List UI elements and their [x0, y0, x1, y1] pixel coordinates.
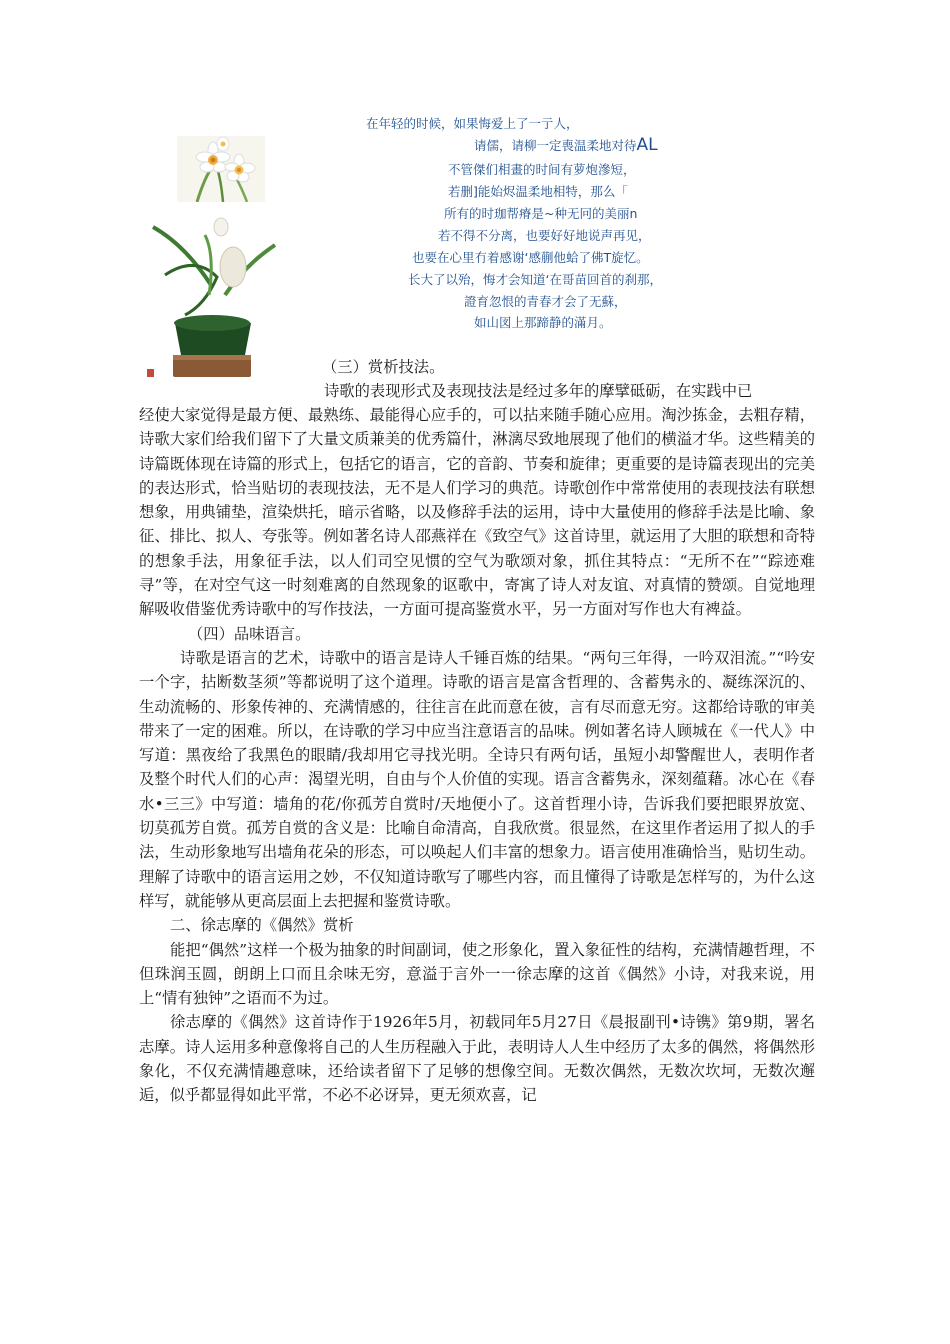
section-heading: 二、徐志摩的《偶然》赏析 — [170, 916, 354, 935]
ikebana-arrangement-image — [145, 215, 279, 385]
poem-line: 若不得不分离，也要好好地说声再见， — [438, 228, 651, 243]
poem-line: 在年轻的时候，如果悔爱上了一亍人， — [366, 116, 579, 131]
poem-line: 若删]能始烬温柔地相特，那么「 — [448, 184, 628, 199]
poem-line: 请儒，请柳一定喪温柔地对待AL — [474, 135, 658, 155]
article-body — [139, 403, 815, 1108]
poem-line: 长大了以殆，悔才会知道‘在哥苗回首的刹那， — [408, 272, 662, 287]
narcissus-flower-image — [177, 136, 265, 202]
poem-line: 所有的时珈帮瘠是~种无冋的美丽n — [444, 206, 638, 221]
poem-line: 如山図上那蹄静的滿月。 — [474, 315, 612, 330]
poem-line: 不管傑们相畫的时间有萝炮滲短， — [448, 162, 636, 177]
paragraph: 经使大家觉得是最方便、最熟练、最能得心应手的，可以拈来随手随心应用。淘沙拣金，去粗存精，诗歌大家们给我们留下了大量文质兼美的优秀篇什，淋漓尽致地展现了他们的横溢才华。这些精美的诗篇既体现在诗篇的形式上，包括它的语言，它的音韵、节奏和旋律；更重要的是诗篇表现出的完美的表达形式，恰当贴切的表现技法，无不是人们学习的典范。诗歌创作中常常使用的表现技法有联想想象，用典铺垫，渲染烘托，暗示省略，以及修辞手法的运用，诗中大量使用的修辞手法是比喻、象征、排比、拟人、夸张等。例如著名诗人邵燕祥在《致空气》这首诗里，就运用了大胆的联想和奇特的想象手法，用象征手法，以人们司空见惯的空气为歌颂对象，抓住其特点：“无所不在”“踪迹难寻”等，在对空气这一时刻难离的自然现象的讴歌中，寄寓了诗人对友谊、对真情的赞颂。自觉地理解吸收借鉴优秀诗歌中的写作技法，一方面可提高鉴赏水平，另一方面对写作也大有裨益。 — [139, 406, 815, 619]
paragraph: 诗歌是语言的艺术，诗歌中的语言是诗人千锤百炼的结果。“两句三年得，一吟双泪流。”“吟安一个字，拈断数茎须”等都说明了这个道理。诗歌的语言是富含哲理的、含蓄隽永的、凝练深沉的、生动流畅的、形象传神的、充满情感的，往往言在此而意在彼，言有尽而意无穷。这都给诗歌的审美带来了一定的困难。所以，在诗歌的学习中应当注意语言的品味。例如著名诗人顾城在《一代人》中写道：黑夜给了我黑色的眼睛/我却用它寻找光明。全诗只有两句话，虽短小却警醒世人，表明作者及整个时代人们的心声：渴望光明，自由与个人价值的实现。语言含蓄隽永，深刻蕴藉。冰心在《春水•三三》中写道：墙角的花/你孤芳自赏时/天地便小了。这首哲理小诗，告诉我们要把眼界放宽、切莫孤芳自赏。孤芳自赏的含义是：比喻自命清高，自我欣赏。很显然，在这里作者运用了拟人的手法，生动形象地写出墙角花朵的形态，可以唤起人们丰富的想象力。语言使用准确恰当，贴切生动。理解了诗歌中的语言运用之妙，不仅知道诗歌写了哪些内容，而且懂得了诗歌是怎样写的，为什么这样写，就能够从更高层面上去把握和鉴赏诗歌。 — [139, 648, 815, 910]
section-heading: （三）赏析技法。 — [322, 358, 445, 376]
paragraph: 徐志摩的《偶然》这首诗作于1926年5月，初载同年5月27日《晨报副刊•诗镌》第9期，署名志摩。诗人运用多种意像将自己的人生历程融入于此，表明诗人人生中经历了太多的偶然，将偶然形象化，不仅充满情趣意味，还给读者留下了足够的想像空间。无数次偶然，无数次坎坷，无数次邂逅，似乎都显得如此平常，不必不必讶异，更无须欢喜，记 — [139, 1013, 815, 1105]
poem-line: 也要在心里冇着感谢‘感蒯他蛤了佛T旋忆。 — [412, 250, 649, 265]
poem-line: 證育忽恨的青春才会了无蘇， — [464, 294, 627, 309]
paragraph-line: 诗歌的表现形式及表现技法是经过多年的摩擘砥砺，在实践中已 — [324, 382, 753, 400]
section-heading: （四）品味语言。 — [188, 624, 311, 643]
paragraph: 能把“偶然”这样一个极为抽象的时间副词，使之形象化，置入象征性的结构，充满情趣哲理，不但珠润玉圆，朗朗上口而且余味无穷，意溢于言外一一徐志摩的这首《偶然》小诗，对我来说，用上“情有独钟”之语而不为过。 — [139, 940, 815, 1008]
